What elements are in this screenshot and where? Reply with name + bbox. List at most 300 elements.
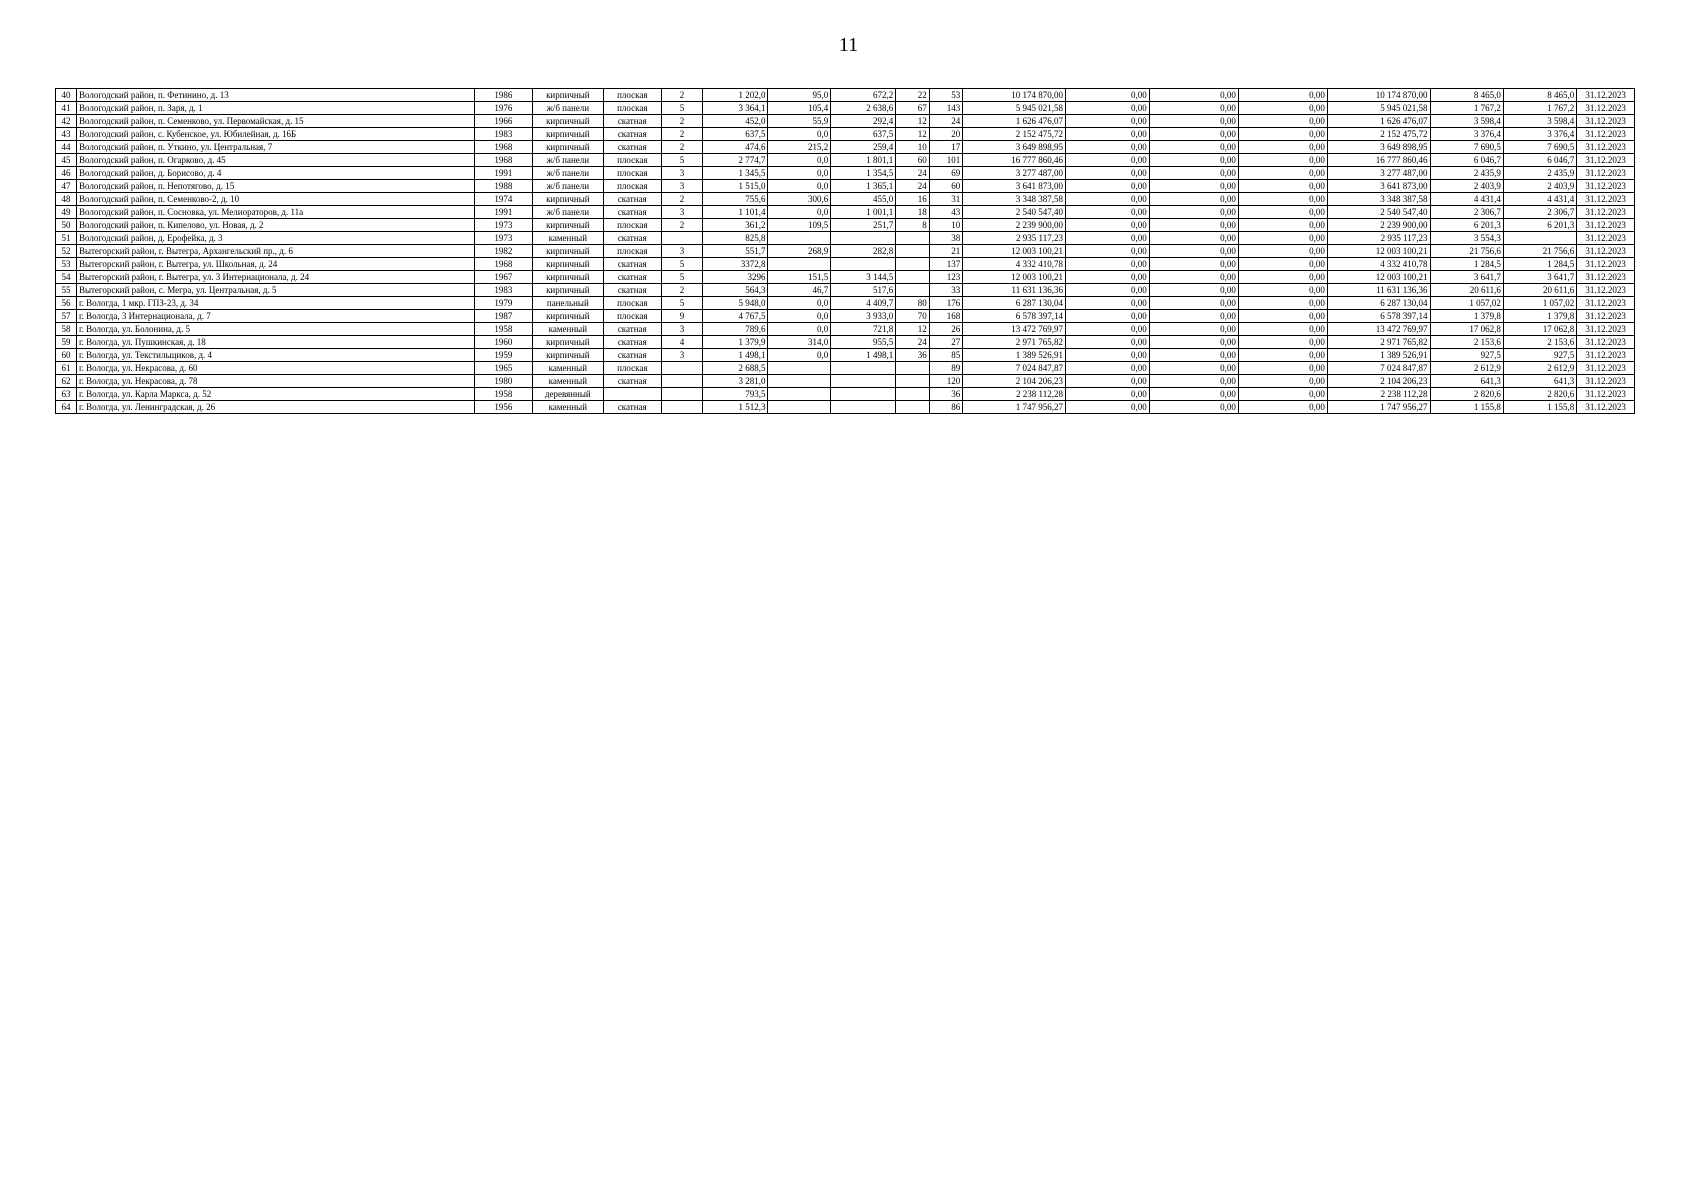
cell-apartments: 22 <box>896 89 930 102</box>
cell-area-total: 1 498,1 <box>703 349 768 362</box>
cell-year: 1979 <box>475 297 533 310</box>
cell-cost-fund: 0,00 <box>1065 310 1149 323</box>
cell-wall-material: ж/б панели <box>532 154 603 167</box>
cell-year: 1958 <box>475 323 533 336</box>
cell-cost-local: 0,00 <box>1238 245 1327 258</box>
cell-area-total: 1 101,4 <box>703 206 768 219</box>
cell-deadline: 31.12.2023 <box>1577 388 1635 401</box>
cell-cost-regional: 0,00 <box>1149 258 1238 271</box>
cell-row-number: 62 <box>56 375 77 388</box>
cell-cost-per-sqm: 1 379,8 <box>1430 310 1503 323</box>
cell-area-total: 2 688,5 <box>703 362 768 375</box>
cell-limit-per-sqm: 20 611,6 <box>1503 284 1576 297</box>
cell-cost-regional: 0,00 <box>1149 115 1238 128</box>
cell-apartments <box>896 375 930 388</box>
cell-cost-per-sqm: 3 554,3 <box>1430 232 1503 245</box>
cell-limit-per-sqm: 1 767,2 <box>1503 102 1576 115</box>
table-row <box>56 245 1635 258</box>
cell-cost-fund: 0,00 <box>1065 206 1149 219</box>
cell-cost-local: 0,00 <box>1238 180 1327 193</box>
cell-row-number: 40 <box>56 89 77 102</box>
cell-cost-regional: 0,00 <box>1149 362 1238 375</box>
cell-address: Вологодский район, п. Уткино, ул. Центральная, 7 <box>76 141 474 154</box>
cell-wall-material: кирпичный <box>532 128 603 141</box>
cell-area-residential: 672,2 <box>831 89 896 102</box>
table-row <box>56 323 1635 336</box>
cell-row-number: 44 <box>56 141 77 154</box>
cell-area-nonresidential: 105,4 <box>768 102 831 115</box>
table-body <box>56 89 1635 414</box>
cell-cost-owners: 13 472 769,97 <box>1327 323 1430 336</box>
cell-area-total: 5 948,0 <box>703 297 768 310</box>
cell-area-total: 1 202,0 <box>703 89 768 102</box>
cell-area-total: 452,0 <box>703 115 768 128</box>
cell-deadline: 31.12.2023 <box>1577 219 1635 232</box>
cell-residents: 143 <box>929 102 963 115</box>
cell-year: 1968 <box>475 141 533 154</box>
cell-deadline: 31.12.2023 <box>1577 154 1635 167</box>
cell-cost-fund: 0,00 <box>1065 115 1149 128</box>
cell-cost-total: 1 389 526,91 <box>963 349 1066 362</box>
cell-cost-fund: 0,00 <box>1065 180 1149 193</box>
cell-area-total: 2 774,7 <box>703 154 768 167</box>
cell-row-number: 59 <box>56 336 77 349</box>
cell-area-total: 551,7 <box>703 245 768 258</box>
cell-row-number: 61 <box>56 362 77 375</box>
cell-wall-material: кирпичный <box>532 89 603 102</box>
cell-residents: 101 <box>929 154 963 167</box>
cell-area-residential: 517,6 <box>831 284 896 297</box>
cell-wall-material: кирпичный <box>532 115 603 128</box>
cell-limit-per-sqm: 3 376,4 <box>1503 128 1576 141</box>
cell-row-number: 64 <box>56 401 77 414</box>
cell-area-residential: 292,4 <box>831 115 896 128</box>
cell-limit-per-sqm: 1 379,8 <box>1503 310 1576 323</box>
cell-area-total: 564,3 <box>703 284 768 297</box>
cell-residents: 123 <box>929 271 963 284</box>
cell-floors <box>661 401 703 414</box>
cell-year: 1982 <box>475 245 533 258</box>
cell-row-number: 53 <box>56 258 77 271</box>
cell-cost-regional: 0,00 <box>1149 102 1238 115</box>
cell-roof-type <box>603 388 661 401</box>
cell-cost-local: 0,00 <box>1238 193 1327 206</box>
cell-floors <box>661 362 703 375</box>
cell-area-total: 361,2 <box>703 219 768 232</box>
cell-cost-fund: 0,00 <box>1065 297 1149 310</box>
cell-limit-per-sqm <box>1503 232 1576 245</box>
cell-deadline: 31.12.2023 <box>1577 258 1635 271</box>
cell-area-residential <box>831 401 896 414</box>
cell-cost-fund: 0,00 <box>1065 219 1149 232</box>
cell-address: Вологодский район, п. Семенково-2, д. 10 <box>76 193 474 206</box>
cell-floors <box>661 232 703 245</box>
cell-area-nonresidential: 300,6 <box>768 193 831 206</box>
cell-wall-material: кирпичный <box>532 284 603 297</box>
cell-area-residential: 1 365,1 <box>831 180 896 193</box>
cell-address: Вытегорский район, с. Мегра, ул. Центральная, д. 5 <box>76 284 474 297</box>
cell-cost-local: 0,00 <box>1238 297 1327 310</box>
cell-wall-material: кирпичный <box>532 258 603 271</box>
cell-area-residential: 2 638,6 <box>831 102 896 115</box>
cell-cost-fund: 0,00 <box>1065 258 1149 271</box>
cell-cost-regional: 0,00 <box>1149 388 1238 401</box>
cell-limit-per-sqm: 3 641,7 <box>1503 271 1576 284</box>
cell-area-nonresidential: 0,0 <box>768 349 831 362</box>
cell-residents: 120 <box>929 375 963 388</box>
cell-cost-local: 0,00 <box>1238 310 1327 323</box>
cell-apartments: 10 <box>896 141 930 154</box>
cell-row-number: 51 <box>56 232 77 245</box>
cell-area-residential: 721,8 <box>831 323 896 336</box>
cell-deadline: 31.12.2023 <box>1577 128 1635 141</box>
cell-cost-total: 6 578 397,14 <box>963 310 1066 323</box>
cell-year: 1967 <box>475 271 533 284</box>
cell-apartments: 12 <box>896 115 930 128</box>
cell-row-number: 43 <box>56 128 77 141</box>
cell-year: 1958 <box>475 388 533 401</box>
cell-cost-local: 0,00 <box>1238 167 1327 180</box>
cell-floors <box>661 375 703 388</box>
cell-cost-local: 0,00 <box>1238 375 1327 388</box>
cell-area-nonresidential: 0,0 <box>768 310 831 323</box>
cell-cost-total: 11 631 136,36 <box>963 284 1066 297</box>
cell-cost-regional: 0,00 <box>1149 206 1238 219</box>
cell-year: 1983 <box>475 284 533 297</box>
cell-residents: 33 <box>929 284 963 297</box>
cell-area-residential: 259,4 <box>831 141 896 154</box>
cell-address: Вытегорский район, г. Вытегра, ул. 3 Интернационала, д. 24 <box>76 271 474 284</box>
cell-cost-total: 2 540 547,40 <box>963 206 1066 219</box>
cell-cost-per-sqm: 3 641,7 <box>1430 271 1503 284</box>
cell-area-total: 637,5 <box>703 128 768 141</box>
cell-cost-local: 0,00 <box>1238 154 1327 167</box>
cell-cost-fund: 0,00 <box>1065 362 1149 375</box>
cell-deadline: 31.12.2023 <box>1577 180 1635 193</box>
cell-wall-material: кирпичный <box>532 271 603 284</box>
cell-address: Вологодский район, д. Борисово, д. 4 <box>76 167 474 180</box>
cell-apartments <box>896 271 930 284</box>
cell-floors: 5 <box>661 102 703 115</box>
table-row <box>56 258 1635 271</box>
cell-area-total: 3 364,1 <box>703 102 768 115</box>
cell-apartments: 36 <box>896 349 930 362</box>
cell-address: Вологодский район, п. Огарково, д. 45 <box>76 154 474 167</box>
cell-wall-material: кирпичный <box>532 310 603 323</box>
cell-limit-per-sqm: 2 403,9 <box>1503 180 1576 193</box>
cell-roof-type: плоская <box>603 89 661 102</box>
cell-row-number: 58 <box>56 323 77 336</box>
cell-residents: 86 <box>929 401 963 414</box>
cell-address: г. Вологда, ул. Текстильщиков, д. 4 <box>76 349 474 362</box>
cell-year: 1991 <box>475 206 533 219</box>
cell-area-nonresidential: 46,7 <box>768 284 831 297</box>
cell-wall-material: деревянный <box>532 388 603 401</box>
cell-area-residential <box>831 375 896 388</box>
cell-deadline: 31.12.2023 <box>1577 297 1635 310</box>
cell-limit-per-sqm: 3 598,4 <box>1503 115 1576 128</box>
cell-deadline: 31.12.2023 <box>1577 167 1635 180</box>
cell-cost-local: 0,00 <box>1238 349 1327 362</box>
cell-wall-material: каменный <box>532 362 603 375</box>
table-row <box>56 401 1635 414</box>
cell-deadline: 31.12.2023 <box>1577 310 1635 323</box>
cell-cost-owners: 3 277 487,00 <box>1327 167 1430 180</box>
housing-repair-table <box>55 88 1635 414</box>
cell-cost-regional: 0,00 <box>1149 141 1238 154</box>
cell-cost-total: 7 024 847,87 <box>963 362 1066 375</box>
cell-year: 1983 <box>475 128 533 141</box>
cell-cost-regional: 0,00 <box>1149 232 1238 245</box>
cell-wall-material: каменный <box>532 375 603 388</box>
cell-floors <box>661 388 703 401</box>
table-row <box>56 284 1635 297</box>
cell-cost-local: 0,00 <box>1238 401 1327 414</box>
cell-limit-per-sqm: 6 201,3 <box>1503 219 1576 232</box>
cell-cost-regional: 0,00 <box>1149 323 1238 336</box>
cell-address: Вологодский район, п. Сосновка, ул. Мелиораторов, д. 11а <box>76 206 474 219</box>
cell-floors: 3 <box>661 167 703 180</box>
cell-row-number: 45 <box>56 154 77 167</box>
cell-address: г. Вологда, ул. Некрасова, д. 60 <box>76 362 474 375</box>
cell-limit-per-sqm: 1 284,5 <box>1503 258 1576 271</box>
cell-cost-local: 0,00 <box>1238 362 1327 375</box>
cell-wall-material: кирпичный <box>532 219 603 232</box>
cell-cost-regional: 0,00 <box>1149 336 1238 349</box>
cell-cost-per-sqm: 3 598,4 <box>1430 115 1503 128</box>
cell-cost-local: 0,00 <box>1238 128 1327 141</box>
cell-floors: 3 <box>661 180 703 193</box>
cell-wall-material: каменный <box>532 232 603 245</box>
cell-cost-fund: 0,00 <box>1065 141 1149 154</box>
cell-floors: 5 <box>661 258 703 271</box>
cell-area-nonresidential: 95,0 <box>768 89 831 102</box>
cell-roof-type: скатная <box>603 206 661 219</box>
cell-row-number: 56 <box>56 297 77 310</box>
cell-roof-type: скатная <box>603 193 661 206</box>
cell-roof-type: плоская <box>603 102 661 115</box>
cell-year: 1965 <box>475 362 533 375</box>
cell-limit-per-sqm: 927,5 <box>1503 349 1576 362</box>
table-row <box>56 180 1635 193</box>
cell-cost-per-sqm: 4 431,4 <box>1430 193 1503 206</box>
cell-cost-local: 0,00 <box>1238 323 1327 336</box>
cell-row-number: 49 <box>56 206 77 219</box>
cell-deadline: 31.12.2023 <box>1577 206 1635 219</box>
cell-cost-per-sqm: 1 057,02 <box>1430 297 1503 310</box>
cell-residents: 53 <box>929 89 963 102</box>
cell-floors: 5 <box>661 154 703 167</box>
cell-row-number: 52 <box>56 245 77 258</box>
cell-deadline: 31.12.2023 <box>1577 193 1635 206</box>
cell-area-nonresidential <box>768 388 831 401</box>
cell-apartments <box>896 245 930 258</box>
cell-cost-per-sqm: 2 820,6 <box>1430 388 1503 401</box>
cell-deadline: 31.12.2023 <box>1577 284 1635 297</box>
cell-row-number: 47 <box>56 180 77 193</box>
table-row <box>56 271 1635 284</box>
cell-limit-per-sqm: 6 046,7 <box>1503 154 1576 167</box>
cell-roof-type: скатная <box>603 349 661 362</box>
cell-cost-per-sqm: 1 284,5 <box>1430 258 1503 271</box>
cell-roof-type: плоская <box>603 310 661 323</box>
cell-area-total: 3372,8 <box>703 258 768 271</box>
cell-cost-fund: 0,00 <box>1065 401 1149 414</box>
cell-row-number: 50 <box>56 219 77 232</box>
cell-limit-per-sqm: 4 431,4 <box>1503 193 1576 206</box>
cell-cost-owners: 1 747 956,27 <box>1327 401 1430 414</box>
cell-wall-material: кирпичный <box>532 245 603 258</box>
cell-roof-type: скатная <box>603 271 661 284</box>
cell-cost-regional: 0,00 <box>1149 297 1238 310</box>
cell-cost-local: 0,00 <box>1238 258 1327 271</box>
cell-cost-total: 12 003 100,21 <box>963 245 1066 258</box>
cell-cost-local: 0,00 <box>1238 232 1327 245</box>
cell-cost-owners: 7 024 847,87 <box>1327 362 1430 375</box>
cell-area-residential <box>831 388 896 401</box>
cell-cost-regional: 0,00 <box>1149 154 1238 167</box>
cell-deadline: 31.12.2023 <box>1577 349 1635 362</box>
cell-area-residential: 637,5 <box>831 128 896 141</box>
cell-cost-fund: 0,00 <box>1065 323 1149 336</box>
cell-area-total: 4 767,5 <box>703 310 768 323</box>
cell-address: Вологодский район, п. Фетинино, д. 13 <box>76 89 474 102</box>
cell-cost-local: 0,00 <box>1238 271 1327 284</box>
cell-cost-fund: 0,00 <box>1065 336 1149 349</box>
cell-cost-per-sqm: 2 612,9 <box>1430 362 1503 375</box>
cell-area-total: 1 515,0 <box>703 180 768 193</box>
cell-limit-per-sqm: 2 306,7 <box>1503 206 1576 219</box>
table-row <box>56 206 1635 219</box>
cell-area-residential: 955,5 <box>831 336 896 349</box>
cell-cost-regional: 0,00 <box>1149 401 1238 414</box>
cell-wall-material: панельный <box>532 297 603 310</box>
cell-wall-material: ж/б панели <box>532 180 603 193</box>
cell-apartments <box>896 284 930 297</box>
table-row <box>56 388 1635 401</box>
cell-deadline: 31.12.2023 <box>1577 271 1635 284</box>
cell-cost-local: 0,00 <box>1238 284 1327 297</box>
cell-cost-owners: 6 578 397,14 <box>1327 310 1430 323</box>
cell-residents: 137 <box>929 258 963 271</box>
cell-address: Вологодский район, с. Кубенское, ул. Юбилейная, д. 16Б <box>76 128 474 141</box>
cell-cost-regional: 0,00 <box>1149 193 1238 206</box>
cell-area-nonresidential: 268,9 <box>768 245 831 258</box>
cell-cost-owners: 3 649 898,95 <box>1327 141 1430 154</box>
cell-deadline: 31.12.2023 <box>1577 323 1635 336</box>
cell-wall-material: кирпичный <box>532 193 603 206</box>
cell-area-nonresidential: 55,9 <box>768 115 831 128</box>
cell-area-nonresidential: 151,5 <box>768 271 831 284</box>
cell-cost-total: 13 472 769,97 <box>963 323 1066 336</box>
cell-roof-type: плоская <box>603 245 661 258</box>
cell-area-total: 1 345,5 <box>703 167 768 180</box>
cell-apartments <box>896 258 930 271</box>
cell-area-residential: 282,8 <box>831 245 896 258</box>
table-row <box>56 297 1635 310</box>
cell-area-nonresidential: 314,0 <box>768 336 831 349</box>
cell-floors: 5 <box>661 297 703 310</box>
cell-area-total: 789,6 <box>703 323 768 336</box>
cell-roof-type: плоская <box>603 180 661 193</box>
cell-roof-type: плоская <box>603 362 661 375</box>
cell-cost-owners: 2 935 117,23 <box>1327 232 1430 245</box>
cell-year: 1959 <box>475 349 533 362</box>
cell-floors: 2 <box>661 128 703 141</box>
cell-roof-type: скатная <box>603 336 661 349</box>
cell-floors: 2 <box>661 115 703 128</box>
cell-year: 1973 <box>475 232 533 245</box>
cell-year: 1968 <box>475 154 533 167</box>
cell-apartments: 8 <box>896 219 930 232</box>
cell-roof-type: скатная <box>603 115 661 128</box>
cell-floors: 3 <box>661 206 703 219</box>
cell-area-residential: 1 498,1 <box>831 349 896 362</box>
cell-area-total: 1 512,3 <box>703 401 768 414</box>
cell-floors: 4 <box>661 336 703 349</box>
cell-cost-per-sqm: 3 376,4 <box>1430 128 1503 141</box>
cell-area-nonresidential <box>768 375 831 388</box>
cell-row-number: 55 <box>56 284 77 297</box>
table-row <box>56 154 1635 167</box>
cell-area-nonresidential: 0,0 <box>768 323 831 336</box>
cell-limit-per-sqm: 2 820,6 <box>1503 388 1576 401</box>
cell-roof-type: скатная <box>603 323 661 336</box>
table-row <box>56 336 1635 349</box>
cell-area-nonresidential: 0,0 <box>768 297 831 310</box>
cell-cost-owners: 3 348 387,58 <box>1327 193 1430 206</box>
cell-cost-per-sqm: 2 306,7 <box>1430 206 1503 219</box>
cell-wall-material: кирпичный <box>532 349 603 362</box>
cell-residents: 36 <box>929 388 963 401</box>
cell-roof-type: скатная <box>603 258 661 271</box>
cell-area-total: 755,6 <box>703 193 768 206</box>
cell-wall-material: ж/б панели <box>532 167 603 180</box>
cell-limit-per-sqm: 2 612,9 <box>1503 362 1576 375</box>
cell-residents: 176 <box>929 297 963 310</box>
cell-roof-type: скатная <box>603 232 661 245</box>
table-row <box>56 375 1635 388</box>
cell-cost-total: 3 641 873,00 <box>963 180 1066 193</box>
cell-cost-owners: 1 626 476,07 <box>1327 115 1430 128</box>
cell-area-residential: 1 001,1 <box>831 206 896 219</box>
cell-cost-total: 3 277 487,00 <box>963 167 1066 180</box>
cell-residents: 85 <box>929 349 963 362</box>
table-row <box>56 232 1635 245</box>
cell-limit-per-sqm: 1 155,8 <box>1503 401 1576 414</box>
table-row <box>56 310 1635 323</box>
cell-address: г. Вологда, 1 мкр. ГПЗ-23, д. 34 <box>76 297 474 310</box>
cell-cost-local: 0,00 <box>1238 89 1327 102</box>
cell-apartments: 60 <box>896 154 930 167</box>
page-number: 11 <box>838 34 859 56</box>
cell-row-number: 46 <box>56 167 77 180</box>
cell-deadline: 31.12.2023 <box>1577 232 1635 245</box>
cell-wall-material: ж/б панели <box>532 206 603 219</box>
cell-cost-regional: 0,00 <box>1149 167 1238 180</box>
cell-wall-material: ж/б панели <box>532 102 603 115</box>
cell-roof-type: скатная <box>603 401 661 414</box>
cell-cost-owners: 1 389 526,91 <box>1327 349 1430 362</box>
cell-cost-owners: 2 104 206,23 <box>1327 375 1430 388</box>
cell-deadline: 31.12.2023 <box>1577 89 1635 102</box>
cell-floors: 3 <box>661 349 703 362</box>
cell-limit-per-sqm: 2 153,6 <box>1503 336 1576 349</box>
cell-area-residential: 4 409,7 <box>831 297 896 310</box>
cell-year: 1980 <box>475 375 533 388</box>
cell-floors: 2 <box>661 284 703 297</box>
cell-cost-owners: 16 777 860,46 <box>1327 154 1430 167</box>
